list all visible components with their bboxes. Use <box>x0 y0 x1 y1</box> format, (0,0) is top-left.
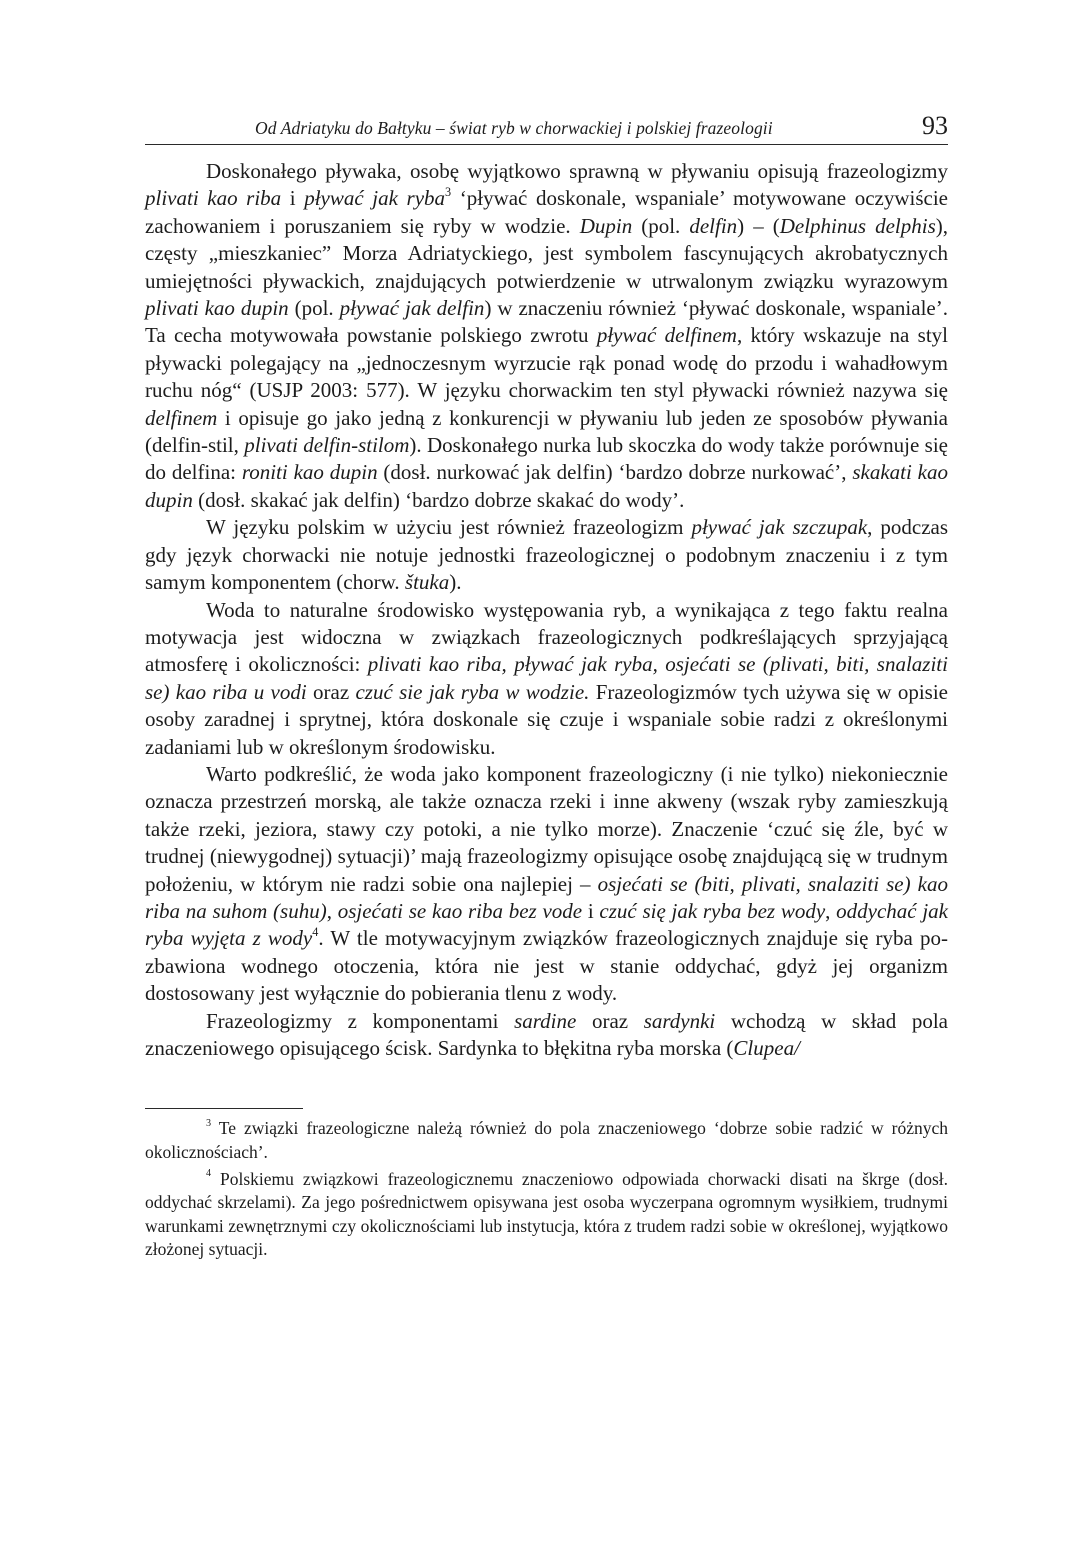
italic-phrase: czuć sie jak ryba w wodzie. <box>355 679 590 704</box>
text-run: , <box>825 898 837 923</box>
footnote-1 <box>145 1117 948 1164</box>
text-run: Te związki frazeologiczne należą również do pola znaczeniowego ‘dobrze sobie radzić w różnych okolicznościach’. <box>145 1118 948 1162</box>
text-run: ) w znaczeniu również ‘pływać doskonale, wspaniale’. Ta cecha motywowała powstanie polskiego zwrotu <box>145 296 948 348</box>
text-run: Frazeologizmy z komponentami <box>206 1008 515 1033</box>
running-title: Od Adriatyku do Bałtyku – świat ryb w chorwackiej i polskiej frazeologii <box>255 118 773 138</box>
text-run: wchodzą w skład pola znaczeniowego opisującego ścisk. Sardynka to błękitna ryba morska ( <box>145 1008 949 1060</box>
text-run: , <box>326 898 338 923</box>
text-run: oraz <box>306 679 356 704</box>
text-run: i <box>281 186 305 211</box>
paragraph-1 <box>145 158 948 514</box>
paragraph-5 <box>145 1008 948 1063</box>
paragraph-4 <box>145 761 948 1008</box>
footnote-2 <box>145 1168 948 1262</box>
italic-phrase: pływać jak ryba <box>304 186 446 211</box>
italic-phrase: plivati kao riba <box>145 186 282 211</box>
italic-phrase: sardine <box>514 1008 577 1033</box>
footnotes <box>145 1117 948 1262</box>
italic-phrase: osjećati se kao riba bez vode <box>337 898 583 923</box>
italic-phrase: pływać jak szczupak <box>691 515 868 540</box>
italic-phrase: Delphinus delphis <box>779 213 936 238</box>
text-run: Warto podkreślić, że woda jako komponent frazeologiczny (i nie tylko) niekoniecznie oznacza przestrzeń morską, ale także oznacza rzeki i inne akweny (wszak ryby zamieszkują także rzeki, jeziora, stawy czy potoki, a nie tylko morze). Znaczenie ‘czuć się źle, być w trudnej (niewygodnej) sytuacji)’ mają frazeologizmy opisujące osobę znajdującą się w trudnym położeniu, w którym nie radzi sobie ona najlepiej – <box>145 761 948 896</box>
text-run: ), częsty „mieszkaniec” Morza Adriatyckiego, jest symbolem fascynujących akrobatycznych umiejętności pływackich, znajdujących potwierdzenie w utrwalonym związku wyrazowym <box>145 213 949 293</box>
text-run: (pol. <box>632 213 690 238</box>
book-page <box>145 108 948 1262</box>
text-run: . W tle motywacyjnym związków frazeologicznych znajduje się ryba pozbawiona wodnego otoczenia, która nie jest w stanie oddychać, gdyż jej organizm dostosowany jest wyłącznie do pobierania tlenu z wody. <box>145 926 948 1006</box>
footnote-separator <box>145 1108 303 1109</box>
italic-phrase: delfinem <box>145 405 218 430</box>
text-run: Frazeologizmów tych używa się w opisie osoby zaradnej i sprytnej, która doskonale się czuje i wspaniale sobie radzi z określonymi zadaniami lub w określonym środowisku. <box>145 679 948 759</box>
text-run: ). <box>449 570 462 595</box>
italic-phrase: sardynki <box>643 1008 716 1033</box>
italic-phrase: skakati kao dupin <box>145 460 948 512</box>
text-run: ‘pływać doskonale, wspaniale’ motywowane oczywiście zachowaniem i poruszaniem się ryby w wodzie. <box>145 186 948 238</box>
text-run: (dosł. skakać jak delfin) ‘bardzo dobrze skakać do wody’. <box>192 487 685 512</box>
footnote-marker: 4 <box>312 924 319 939</box>
text-run: oraz <box>576 1008 644 1033</box>
text-run: , który wskazuje na styl pływacki polegający na „jednoczesnym wyrzucie rąk ponad wodę do przodu i wahadłowym ruchu nóg“ (USJP 2003: 577). W języku chorwackim ten styl pływacki również nazywa się <box>145 323 948 403</box>
italic-phrase: Clupea/ <box>733 1036 800 1060</box>
text-run: ) – ( <box>737 213 780 238</box>
running-head <box>145 108 948 145</box>
italic-phrase: Dupin <box>579 213 633 238</box>
italic-phrase: plivati kao dupin <box>145 296 289 321</box>
body-text <box>145 158 948 1062</box>
text-run: i <box>582 898 600 923</box>
footnote-marker: 3 <box>206 1118 212 1130</box>
paragraph-3 <box>145 597 948 761</box>
italic-phrase: plivati delfin-stilom <box>244 433 410 458</box>
italic-phrase: delfin <box>689 213 738 238</box>
footnote-marker: 4 <box>206 1168 212 1180</box>
text-run: Woda to naturalne środowisko występowania ryb, a wynikająca z tego faktu realna motywacja jest widoczna w związkach frazeologicznych podkreślających sprzyjającą atmosferę i okoliczności: <box>145 597 948 677</box>
italic-phrase: roniti kao dupin <box>241 460 378 485</box>
text-run: i opisuje go jako jedną z konkurencji w pływaniu lub jeden ze sposobów pływania (delfin-stil, <box>145 405 948 458</box>
text-run: (pol. <box>288 296 340 321</box>
text-run: (dosł. nurkować jak delfin) ‘bardzo dobrze nurkować’, <box>377 460 853 485</box>
text-run: Doskonałego pływaka, osobę wyjątkowo sprawną w pływaniu opisują frazeologizmy <box>206 159 948 183</box>
text-run: ). Doskonałego nurka lub skoczka do wody także porównuje się do delfina: <box>145 433 948 485</box>
paragraph-2 <box>145 514 948 596</box>
italic-phrase: pływać delfinem <box>596 323 737 348</box>
text-run: Polskiemu związkowi frazeologicznemu znaczeniowo odpowiada chorwacki disati na škrge (dosł. oddychać skrzelami). Za jego pośrednictwem opisywana jest osoba wyczerpana ogromnym wysiłkiem, trudnymi warunkami zewnętrznymi czy okolicznościami lub instytucja, która z trudem radzi sobie w określonej, wyjątkowo złożonej sytuacji. <box>145 1168 948 1260</box>
italic-phrase: štuka <box>404 570 450 595</box>
italic-phrase: osjećati se (biti, plivati, snalaziti se) kao riba na suhom (suhu) <box>145 871 948 923</box>
italic-phrase: czuć się jak ryba bez wody <box>599 898 826 923</box>
italic-phrase: pływać jak delfin <box>339 296 485 321</box>
italic-phrase: plivati kao riba, pływać jak ryba, osjećati se (plivati, biti, snalaziti se) kao riba u vodi <box>145 652 948 704</box>
text-run: , podczas gdy język chorwacki nie notuje jednostki frazeologicznej o podobnym znaczeniu i z tym samym komponentem (chorw. <box>145 515 949 595</box>
footnote-marker: 3 <box>445 184 452 199</box>
page-number: 93 <box>922 111 948 140</box>
italic-phrase: oddychać jak ryba wyjęta z wody <box>145 898 949 951</box>
text-run: W języku polskim w użyciu jest również frazeologizm <box>206 515 692 540</box>
